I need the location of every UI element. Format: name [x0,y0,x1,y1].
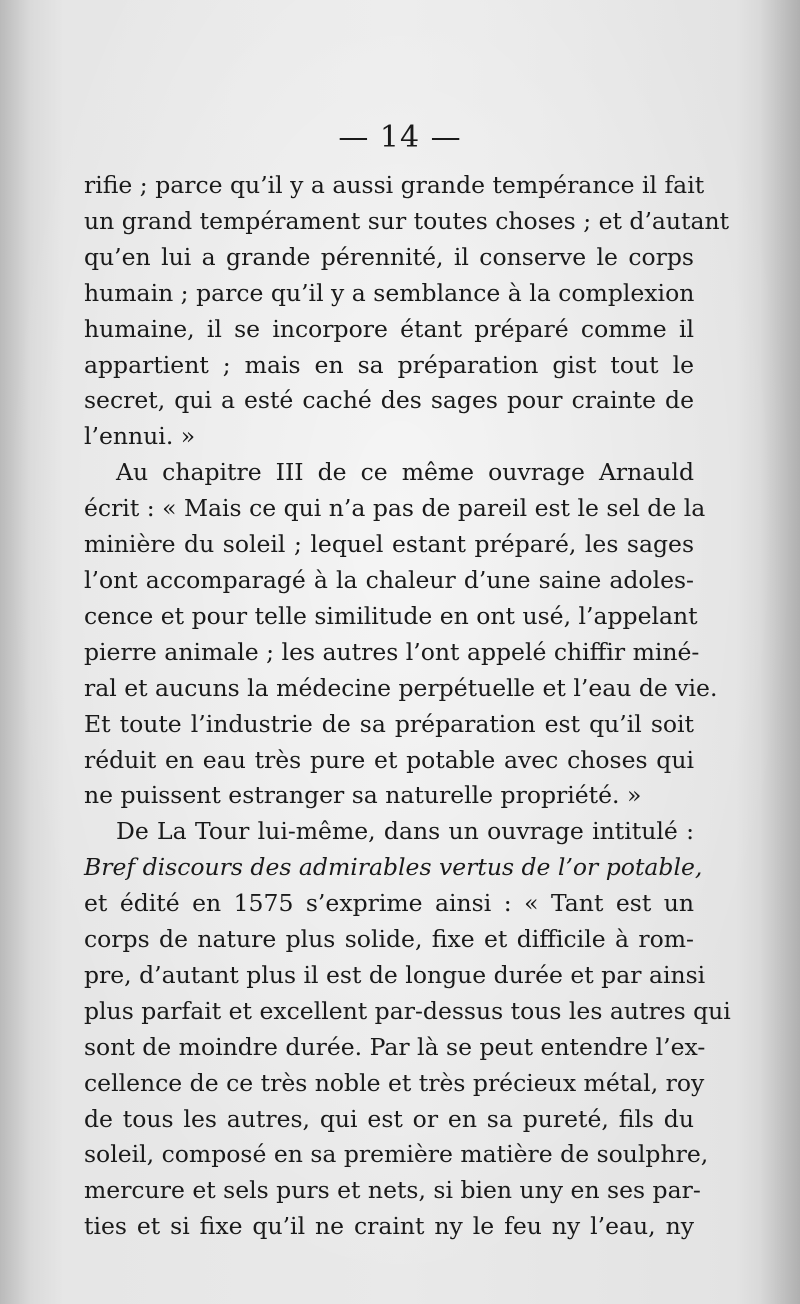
text-line: Et toute l’industrie de sa préparation est qu’il soit [84,709,694,738]
body-text [84,168,731,1245]
text-line: minière du soleil ; lequel estant préparé, les sages [84,530,694,559]
text-line: écrit : « Mais ce qui n’a pas de pareil est le sel de la [84,494,706,523]
text-line: plus parfait et excellent par-dessus tous les autres qui [84,996,731,1025]
text-line: soleil, composé en sa première matière de soulphre, [84,1140,709,1169]
page-number: — 14 — [338,120,462,155]
text-line: ral et aucuns la médecine perpétuelle et l’eau de vie. [84,673,718,702]
book-title-line: Bref discours des admirables vertus de l’or potable, [84,853,703,882]
text-line: cellence de ce très noble et très précieux métal, roy [84,1068,705,1097]
text-line: et édité en 1575 s’exprime ainsi : « Tant est un [84,889,694,918]
paragraph-start-line: De La Tour lui-même, dans un ouvrage intitulé : [116,817,694,846]
text-line: cence et pour telle similitude en ont usé, l’appelant [84,601,698,630]
text-line: mercure et sels purs et nets, si bien uny en ses par- [84,1176,701,1205]
text-line: qu’en lui a grande pérennité, il conserve le corps [84,242,694,271]
text-line: l’ennui. » [84,422,196,451]
text-line: ne puissent estranger sa naturelle propriété. » [84,781,642,810]
page-right-edge-shadow [760,0,800,1304]
text-line: un grand tempérament sur toutes choses ; et d’autant [84,206,730,235]
text-line: l’ont accomparagé à la chaleur d’une saine adoles- [84,565,694,594]
text-line: réduit en eau très pure et potable avec choses qui [84,745,694,774]
text-line: pre, d’autant plus il est de longue durée et par ainsi [84,960,706,989]
text-line: corps de nature plus solide, fixe et difficile à rom- [84,925,694,954]
text-line: rifie ; parce qu’il y a aussi grande tempérance il fait [84,171,705,199]
text-line: de tous les autres, qui est or en sa pureté, fils du [84,1104,694,1133]
paragraph-start-line: Au chapitre III de ce même ouvrage Arnauld [116,458,694,487]
text-line: ties et si fixe qu’il ne craint ny le feu ny l’eau, ny [84,1212,694,1241]
text-line: appartient ; mais en sa préparation gist tout le [84,350,694,379]
text-line: humain ; parce qu’il y a semblance à la complexion [84,278,695,307]
text-line: secret, qui a esté caché des sages pour crainte de [84,386,694,415]
text-line: sont de moindre durée. Par là se peut entendre l’ex- [84,1032,706,1061]
text-line: pierre animale ; les autres l’ont appelé chiffir miné- [84,637,700,666]
text-line: humaine, il se incorpore étant préparé comme il [84,314,694,343]
page-left-edge-shadow [0,0,30,1304]
